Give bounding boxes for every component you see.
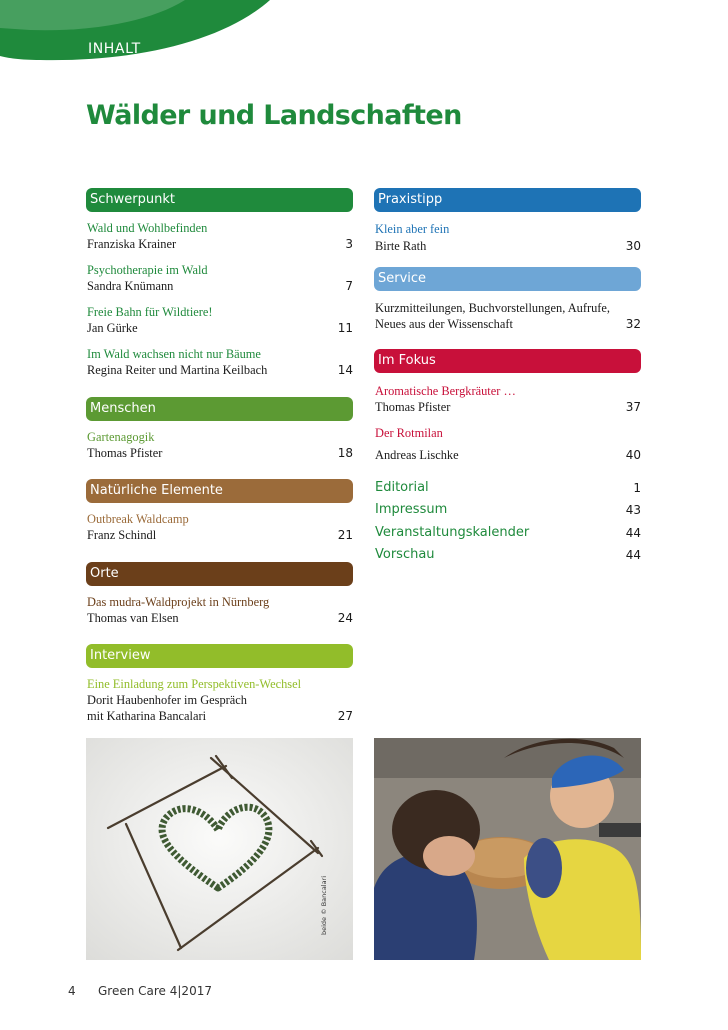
item-author: Sandra Knümann — [87, 279, 174, 293]
item-author-line2: mit Katharina Bancalari — [87, 709, 207, 723]
photo-children — [374, 738, 641, 960]
bar-orte: Orte — [86, 562, 353, 586]
item-title: Das mudra-Waldprojekt in Nürnberg — [87, 595, 270, 609]
item-page: 21 — [337, 528, 353, 542]
item-title: Klein aber fein — [375, 222, 450, 236]
bar-schwerpunkt: Schwerpunkt — [86, 188, 353, 212]
item-author: Thomas Pfister — [375, 400, 451, 414]
misc-page: 1 — [633, 481, 641, 495]
section-label: INHALT — [88, 41, 141, 57]
item-page: 7 — [345, 279, 353, 293]
item-author: Jan Gürke — [87, 321, 138, 335]
bar-im-fokus: Im Fokus — [374, 349, 641, 373]
photo-twig-heart — [86, 738, 353, 960]
item-author: Dorit Haubenhofer im Gespräch — [87, 693, 247, 707]
item-title: Im Wald wachsen nicht nur Bäume — [87, 347, 261, 361]
item-page: 3 — [345, 237, 353, 251]
item-title: Eine Einladung zum Perspektiven-Wechsel — [87, 677, 302, 691]
header-arc — [0, 0, 280, 70]
item-page: 32 — [625, 317, 641, 331]
misc-page: 44 — [625, 526, 641, 540]
misc-page: 44 — [625, 548, 641, 562]
item-title: Outbreak Waldcamp — [87, 512, 189, 526]
item-page: 37 — [625, 400, 641, 414]
bar-interview: Interview — [86, 644, 353, 668]
misc-editorial: Editorial — [375, 480, 429, 495]
item-page: 11 — [337, 321, 353, 335]
misc-veranstaltungskalender: Veranstaltungskalender — [375, 525, 530, 540]
item-page: 30 — [625, 239, 641, 253]
footer-page-number: 4 — [68, 984, 76, 998]
item-page: 24 — [337, 611, 353, 625]
item-author: Franziska Krainer — [87, 237, 177, 251]
item-title: Psychotherapie im Wald — [87, 263, 208, 277]
item-page: 14 — [337, 363, 353, 377]
misc-page: 43 — [625, 503, 641, 517]
footer-magazine: Green Care 4|2017 — [98, 984, 212, 998]
bar-natuerliche-elemente: Natürliche Elemente — [86, 479, 353, 503]
item-author: Birte Rath — [375, 239, 427, 253]
item-author: Andreas Lischke — [375, 448, 459, 462]
item-author: Thomas Pfister — [87, 446, 163, 460]
misc-impressum: Impressum — [375, 502, 448, 517]
service-line1: Kurzmitteilungen, Buchvorstellungen, Aufrufe, — [375, 301, 611, 315]
item-page: 27 — [337, 709, 353, 723]
item-title: Freie Bahn für Wildtiere! — [87, 305, 213, 319]
bar-praxistipp: Praxistipp — [374, 188, 641, 212]
item-author: Thomas van Elsen — [87, 611, 179, 625]
item-title: Aromatische Bergkräuter … — [375, 384, 516, 398]
bar-menschen: Menschen — [86, 397, 353, 421]
misc-vorschau: Vorschau — [375, 547, 435, 562]
item-author: Regina Reiter und Martina Keilbach — [87, 363, 268, 377]
item-title: Der Rotmilan — [375, 426, 443, 440]
item-author: Franz Schindl — [87, 528, 157, 542]
item-title: Gartenagogik — [87, 430, 155, 444]
item-page: 40 — [625, 448, 641, 462]
page-title: Wälder und Landschaften — [86, 100, 462, 131]
photo-credit: beide © Bancalari — [320, 875, 328, 935]
item-page: 18 — [337, 446, 353, 460]
service-line2: Neues aus der Wissenschaft — [375, 317, 513, 331]
item-title: Wald und Wohlbefinden — [87, 221, 208, 235]
bar-service: Service — [374, 267, 641, 291]
